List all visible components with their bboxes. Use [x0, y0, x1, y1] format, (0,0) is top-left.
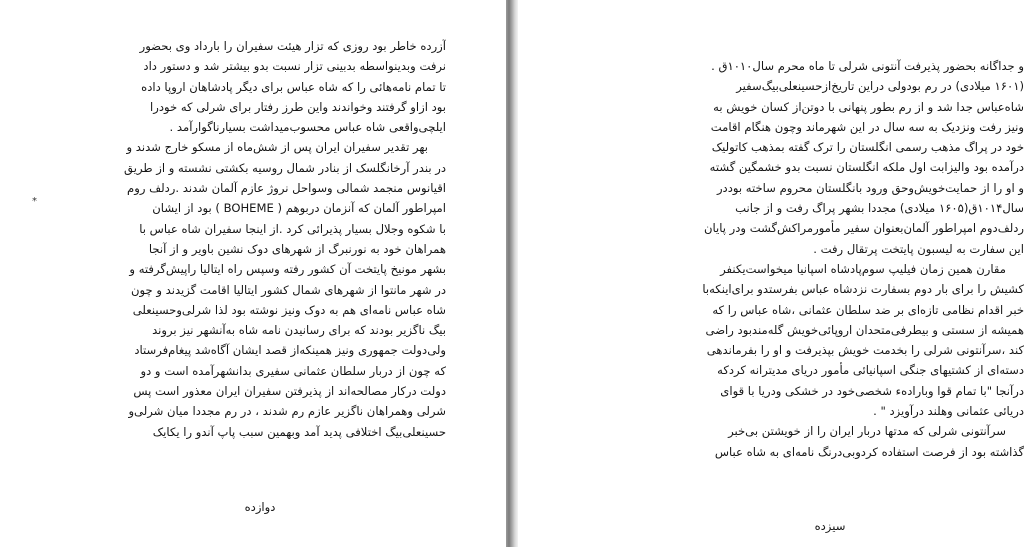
- text-line: گذاشته بود از فرصت استفاده کردوبی‌درنگ نامه‌ای به شاه عباس: [714, 444, 1024, 459]
- left-page-text: [62, 36, 446, 442]
- text-line: ونیز رفت ونزدیک به سه سال در این شهرماند وچون هنگام اقامت: [710, 119, 1024, 134]
- text-line: دسته‌ای از کشتیهای جنگی اسپانیائی مأمور دریای مدیترانه کردکه: [717, 363, 1024, 378]
- text-line: تا تمام نامه‌هائی را که شاه عباس برای دیگر پادشاهان اروپا داده: [141, 79, 446, 94]
- text-line: با شکوه وجلال بسیار پذیرائی کرد .از اینجا سفیران شاه عباس با: [139, 221, 446, 236]
- text-line: کشیش را برای بار دوم بسفارت نزدشاه عباس بفرستدو برای‌اینکه‌با: [702, 282, 1024, 297]
- text-line: و جداگانه بحضور پذیرفت آنتونی شرلی تا ماه محرم سال۱۰۱۰ق .: [711, 59, 1024, 73]
- text-line: همراهان خود به نورنبرگ از شهرهای دوک نشین باویر و از آنجا: [148, 241, 446, 256]
- text-line: درآنجا "با تمام قوا وباراده‌ء شخصی‌خود در خشکی ودریا با قوای: [720, 383, 1024, 398]
- page-number: سیزده: [814, 519, 846, 533]
- text-line: ردلف‌دوم امپراطور آلمان‌بعنوان سفیر مأمورمراکش‌گشت ودر پایان: [703, 221, 1024, 236]
- text-line: بود ازاو گرفتند وخواندند واین طرز رفتار برای شرلی که خودرا: [150, 99, 446, 114]
- text-line: بیگ ناگزیر بودند که برای رسانیدن نامه شاه به‌آنشهر نیز بروند: [152, 323, 446, 338]
- text-line: کند ،سرآنتونی شرلی را بخدمت خویش بپذیرفت و او را بفرماندهی: [706, 343, 1024, 358]
- text-line: شاه عباس نامه‌ای هم به دوک ونیز نوشته بود لذا شرلی‌وحسینعلی: [132, 302, 446, 317]
- text-line: (۱۶۰۱ میلادی) در رم بودولی دراین تاریخ‌ازحسینعلی‌بیگ‌سفیر: [736, 79, 1024, 94]
- text-line: در بندر آرخانگلسک از بنادر شمال روسیه بکشتی نشسته و از طریق: [124, 160, 446, 175]
- text-line: سال۱۰۱۴ق(۱۶۰۵ میلادی) مجددا بشهر پراگ رفت و از جانب: [735, 201, 1024, 216]
- text-line: امپراطور آلمان که آنزمان دربوهم ( BOHEME ) بود از ایشان: [152, 201, 446, 216]
- text-line: اقیانوس منجمد شمالی وسواحل نروژ عازم آلمان شدند .ردلف روم: [127, 181, 446, 196]
- text-line: ولی‌دولت جمهوری ونیز همینکه‌از قصد ایشان آگاه‌شد پیغام‌فرستاد: [134, 343, 446, 358]
- text-line: درآمده بود والیزابت اول ملکه انگلستان نسبت بدو خشمگین گشته: [709, 160, 1024, 175]
- margin-mark: *: [32, 196, 37, 207]
- text-line: مقارن همین زمان فیلیپ سوم‌پادشاه اسپانیا میخواست‌یکنفر: [720, 261, 1006, 276]
- text-line: شاه‌عباس جدا شد و از رم بطور پنهانی با دوتن‌از کسان خویش به: [713, 99, 1024, 114]
- text-line: که چون از دربار سلطان عثمانی سفیری بدانشهرآمده است و دو: [140, 363, 446, 378]
- left-page: [0, 0, 506, 547]
- page-number: دوازده: [244, 500, 276, 514]
- text-line: شرلی وهمراهان ناگزیر عازم رم شدند ، در رم مجددا میان شرلی‌و: [128, 404, 446, 419]
- text-line: همیشه از سستی و بیطرفی‌متحدان اروپائی‌خویش گله‌مندبود راضی: [705, 322, 1024, 337]
- text-line: این سفارت به لیسبون پایتخت پرتقال رفت .: [813, 241, 1024, 256]
- text-line: سرآنتونی شرلی که مدتها دربار ایران را از خویشتن بی‌خبر: [728, 424, 1006, 439]
- text-line: و او را از حمایت‌خویش‌وحق ورود بانگلستان محروم ساخته بوددر: [716, 180, 1024, 195]
- right-page-text: [640, 56, 1024, 462]
- text-line: نرفت وبدینواسطه بدبینی تزار نسبت بدو بیشتر شد و دستور داد: [143, 59, 446, 74]
- text-line: در شهر مانتوا از شهرهای شمال کشور ایتالیا اقامت گزیدند و چون: [131, 282, 446, 297]
- text-line: خود در پراگ مذهب رسمی انگلستان را ترک گفته بمذهب کاتولیک: [711, 140, 1024, 155]
- text-line: دریائی عثمانی وهلند درآویزد " .: [873, 404, 1024, 419]
- text-line: حسینعلی‌بیگ اختلافی پدید آمد وبهمین سبب پاپ آندو را یکایک: [152, 424, 446, 439]
- book-gutter: [506, 0, 518, 547]
- text-line: ایلچی‌واقعی شاه عباس محسوب‌میداشت بسیارناگوارآمد .: [169, 120, 446, 135]
- text-line: بهر تقدیر سفیران ایران پس از شش‌ماه از مسکو خارج شدند و: [126, 140, 428, 155]
- text-line: بشهر مونیخ پایتخت آن کشور رفته وسپس راه ایتالیا راپیش‌گرفته و: [129, 262, 446, 277]
- text-line: دولت درکار مصالحه‌اند از پذیرفتن سفیران ایران معذور است پس: [133, 384, 446, 399]
- text-line: آزرده خاطر بود روزی که تزار هیئت سفیران را بارداد وی بحضور: [139, 39, 446, 53]
- text-line: خبر اقدام نظامی تازه‌ای بر ضد سلطان عثمانی ،شاه عباس را که: [712, 302, 1024, 317]
